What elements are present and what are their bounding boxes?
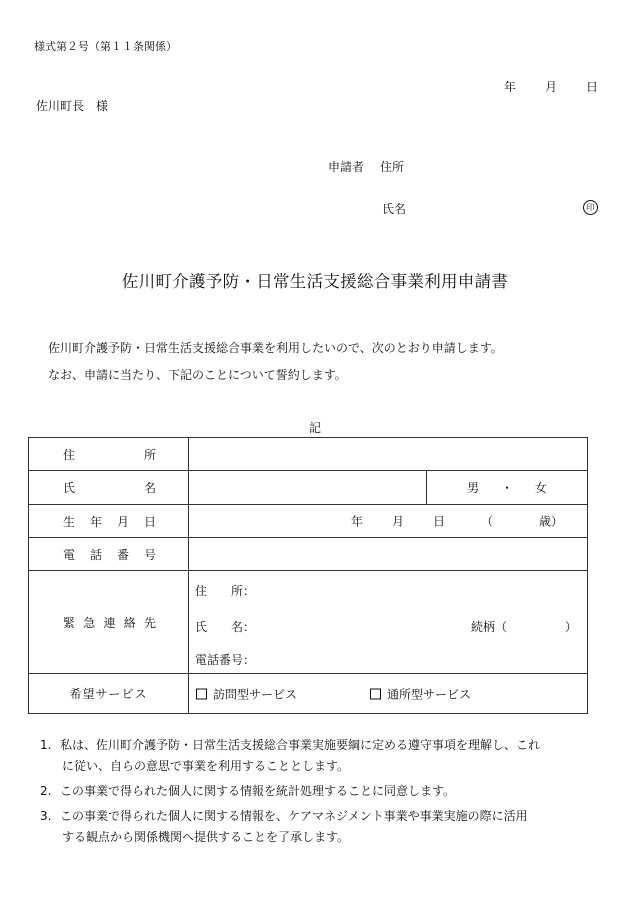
dob-label-cell xyxy=(29,505,189,538)
visit-checkbox[interactable] xyxy=(196,688,207,699)
table-row-emergency xyxy=(29,571,588,674)
service-options-cell xyxy=(189,674,588,714)
name-input-cell[interactable] xyxy=(189,471,427,505)
service-visit-option[interactable] xyxy=(196,685,297,702)
emergency-label-cell xyxy=(29,571,189,674)
note-2 xyxy=(40,782,455,799)
table-row-service xyxy=(29,674,588,714)
visit-service-label: 訪問型サービス xyxy=(213,687,298,701)
note-3 xyxy=(40,807,528,824)
emergency-name-line[interactable] xyxy=(195,618,581,635)
phone-label-char: 番 xyxy=(116,547,129,562)
dob-age-open: （ xyxy=(481,514,494,529)
note-number: 2. xyxy=(40,784,52,798)
emergency-address-line[interactable] xyxy=(195,582,255,599)
dob-label-char: 年 xyxy=(89,514,102,529)
date-month-label: 月 xyxy=(545,80,558,94)
address-label-char: 住 xyxy=(63,447,76,462)
form-number: 様式第２号（第１１条関係） xyxy=(34,40,177,53)
emergency-label-char: 絡 xyxy=(123,615,136,630)
dob-day-label: 日 xyxy=(433,514,446,529)
note-text: この事業で得られた個人に関する情報を統計処理することに同意します。 xyxy=(60,784,456,798)
dob-month-label: 月 xyxy=(392,514,405,529)
ki-heading: 記 xyxy=(308,421,321,435)
intro-line-2: なお、申請に当たり、下記のことについて誓約します。 xyxy=(48,368,347,382)
note-number: 3. xyxy=(40,809,52,823)
note-text: この事業で得られた個人に関する情報を、ケアマネジメント事業や事業実施の際に活用 xyxy=(60,809,528,823)
emergency-phone-line[interactable] xyxy=(195,651,255,668)
emergency-relation-close: ） xyxy=(565,620,578,634)
note-number: 1. xyxy=(40,738,52,752)
date-day-label: 日 xyxy=(586,80,599,94)
address-label-cell xyxy=(29,438,189,471)
emergency-address-key: 住 所： xyxy=(195,584,256,598)
date-year-label: 年 xyxy=(504,80,517,94)
emergency-label-char: 緊 xyxy=(63,615,76,630)
addressee: 佐川町長 様 xyxy=(36,99,109,113)
dob-label-char: 月 xyxy=(116,514,129,529)
sex-male-option[interactable]: 男 xyxy=(467,481,480,495)
day-checkbox[interactable] xyxy=(370,688,381,699)
service-label-cell xyxy=(29,674,189,714)
applicant-address-label: 住所 xyxy=(380,160,405,174)
emergency-name-key: 氏 名： xyxy=(195,620,256,634)
seal-mark: 印 xyxy=(583,200,598,215)
note-text: 私は、佐川町介護予防・日常生活支援総合事業実施要綱に定める遵守事項を理解し、これ xyxy=(60,738,541,752)
intro-line-1: 佐川町介護予防・日常生活支援総合事業を利用したいので、次のとおり申請します。 xyxy=(48,341,503,355)
emergency-label-char: 先 xyxy=(143,615,156,630)
table-row-phone xyxy=(29,538,588,571)
address-input-cell[interactable] xyxy=(189,438,588,471)
note-1 xyxy=(40,736,540,753)
service-day-option[interactable] xyxy=(370,685,471,702)
service-label: 希望サービス xyxy=(69,687,148,701)
sex-select-cell[interactable] xyxy=(427,471,588,505)
dob-label-char: 生 xyxy=(63,514,76,529)
dob-input-cell[interactable] xyxy=(189,505,588,538)
address-label-char: 所 xyxy=(143,447,156,462)
emergency-relation-label: 続柄（ xyxy=(471,620,508,634)
phone-input-cell[interactable] xyxy=(189,538,588,571)
emergency-label-char: 連 xyxy=(103,615,116,630)
emergency-contact-cell[interactable] xyxy=(189,571,588,674)
sex-female-option[interactable]: 女 xyxy=(534,481,547,495)
applicant-label: 申請者 xyxy=(328,160,365,174)
phone-label-char: 話 xyxy=(89,547,102,562)
table-row-address xyxy=(29,438,588,471)
phone-label-cell xyxy=(29,538,189,571)
name-label-char: 名 xyxy=(143,481,156,495)
note-1-continued: に従い、自らの意思で事業を利用することとします。 xyxy=(62,759,350,773)
phone-label-char: 号 xyxy=(143,547,156,562)
document-title: 佐川町介護予防・日常生活支援総合事業利用申請書 xyxy=(121,272,509,291)
name-label-cell xyxy=(29,471,189,505)
note-3-continued: する観点から関係機関へ提供することを了承します。 xyxy=(62,830,350,844)
applicant-name-label: 氏名 xyxy=(382,202,407,216)
emergency-label-char: 急 xyxy=(83,615,96,630)
date-line xyxy=(504,78,598,95)
dob-age-label: 歳） xyxy=(539,514,564,529)
name-label-char: 氏 xyxy=(63,481,76,495)
application-table xyxy=(28,437,588,714)
dob-label-char: 日 xyxy=(143,514,156,529)
phone-label-char: 電 xyxy=(63,547,76,562)
dob-year-label: 年 xyxy=(351,514,364,529)
applicant-address-line xyxy=(328,158,404,175)
day-service-label: 通所型サービス xyxy=(387,687,472,701)
sex-separator: ・ xyxy=(500,481,513,495)
table-row-name xyxy=(29,471,588,505)
table-row-dob xyxy=(29,505,588,538)
emergency-phone-key: 電話番号： xyxy=(195,653,256,667)
